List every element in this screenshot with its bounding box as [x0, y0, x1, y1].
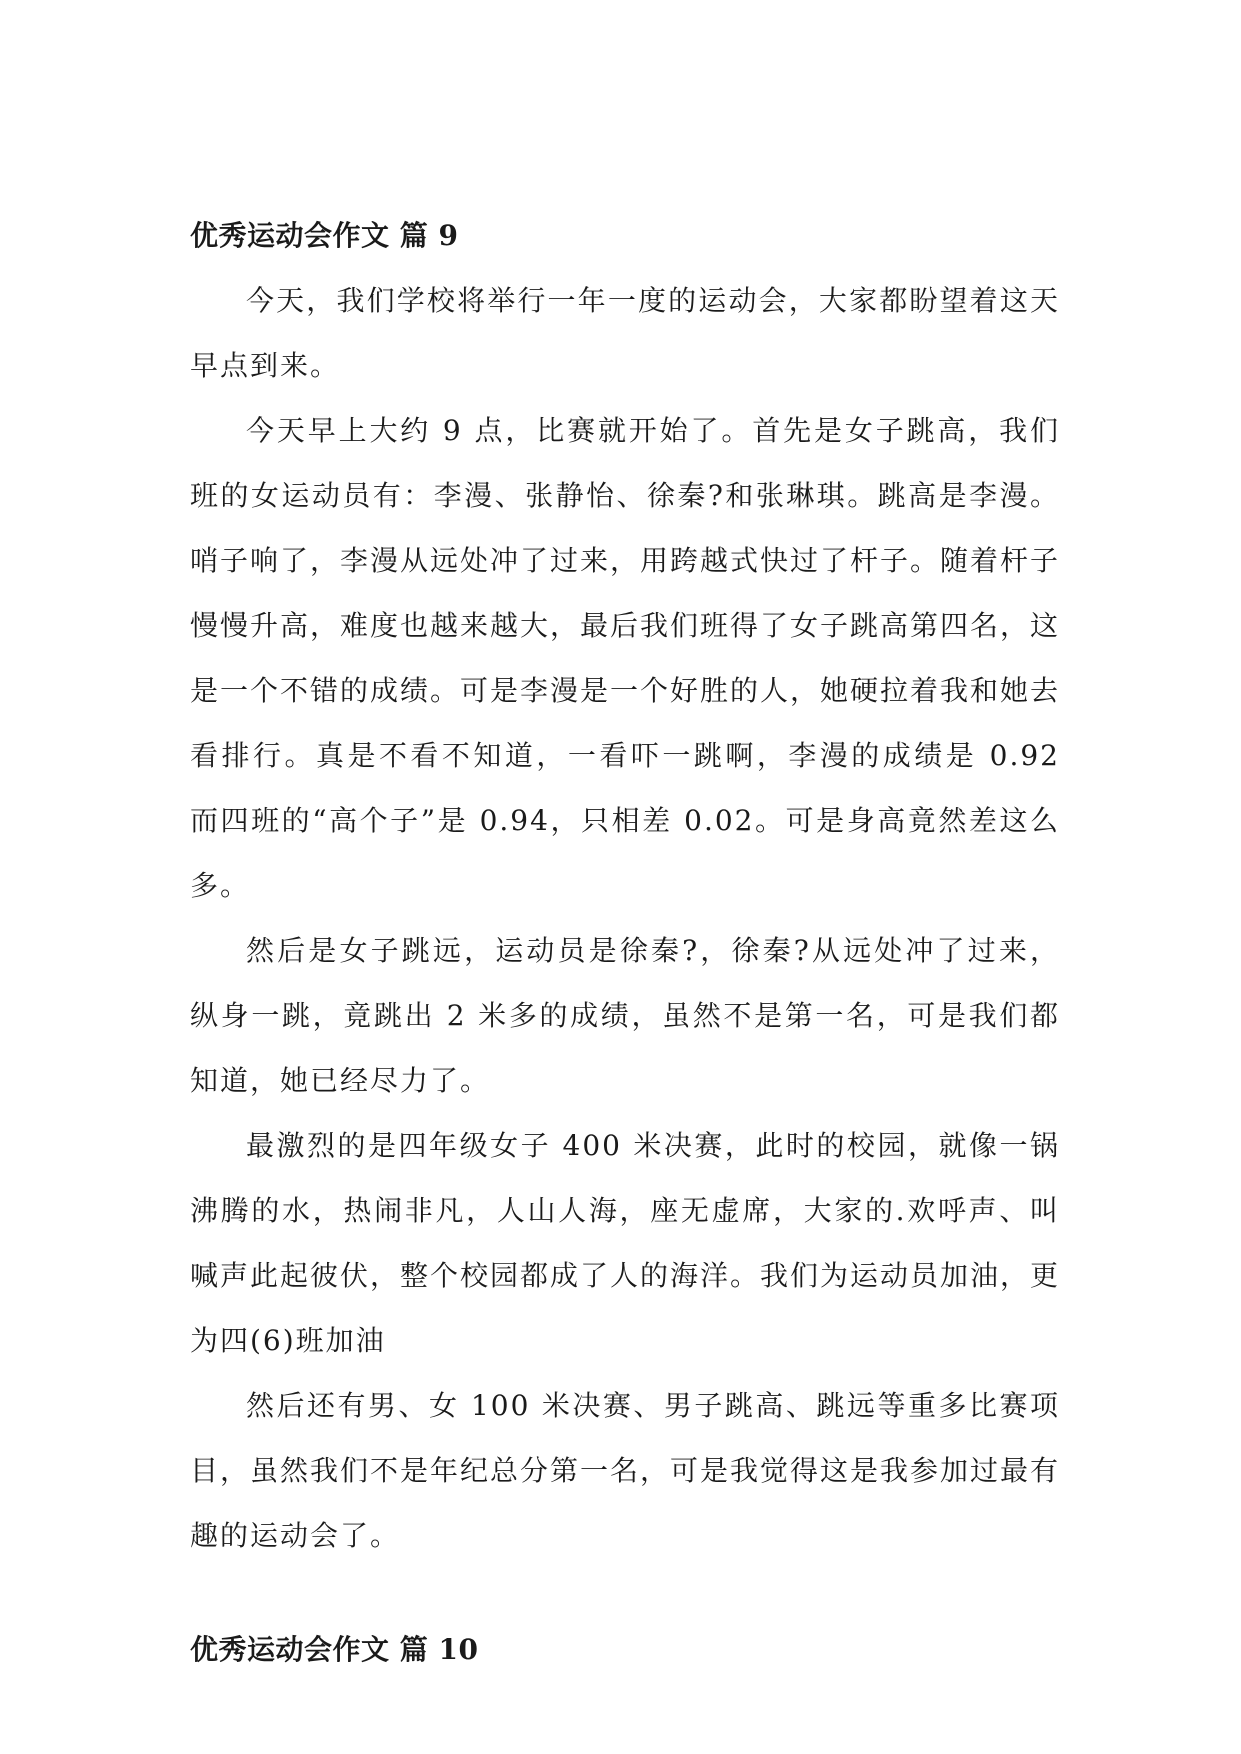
paragraph: 今天，我们学校将举行一年一度的运动会，大家都盼望着这天早点到来。: [190, 284, 1060, 382]
section-heading: 优秀运动会作文 篇 10: [190, 1633, 479, 1666]
document-body: [190, 214, 1060, 1672]
paragraph: 然后是女子跳远，运动员是徐秦?，徐秦?从远处冲了过来，纵身一跳，竟跳出 2 米多的成绩，虽然不是第一名，可是我们都知道，她已经尽力了。: [190, 934, 1060, 1097]
paragraph: 今天早上大约 9 点，比赛就开始了。首先是女子跳高，我们班的女运动员有：李漫、张静怡、徐秦?和张琳琪。跳高是李漫。哨子响了，李漫从远处冲了过来，用跨越式快过了杆子。随着杆子慢慢升高，难度也越来越大，最后我们班得了女子跳高第四名，这是一个不错的成绩。可是李漫是一个好胜的人，她硬拉着我和她去看排行。真是不看不知道，一看吓一跳啊，李漫的成绩是 0.92 而四班的“高个子”是 0.94，只相差 0.02。可是身高竟然差这么多。: [190, 414, 1061, 902]
section-heading: 优秀运动会作文 篇 9: [190, 219, 459, 252]
paragraph: 然后还有男、女 100 米决赛、男子跳高、跳远等重多比赛项目，虽然我们不是年纪总分第一名，可是我觉得这是我参加过最有趣的运动会了。: [190, 1389, 1061, 1552]
paragraph: 最激烈的是四年级女子 400 米决赛，此时的校园，就像一锅沸腾的水，热闹非凡，人山人海，座无虚席，大家的.欢呼声、叫喊声此起彼伏，整个校园都成了人的海洋。我们为运动员加油，更为四(6)班加油: [190, 1129, 1061, 1357]
